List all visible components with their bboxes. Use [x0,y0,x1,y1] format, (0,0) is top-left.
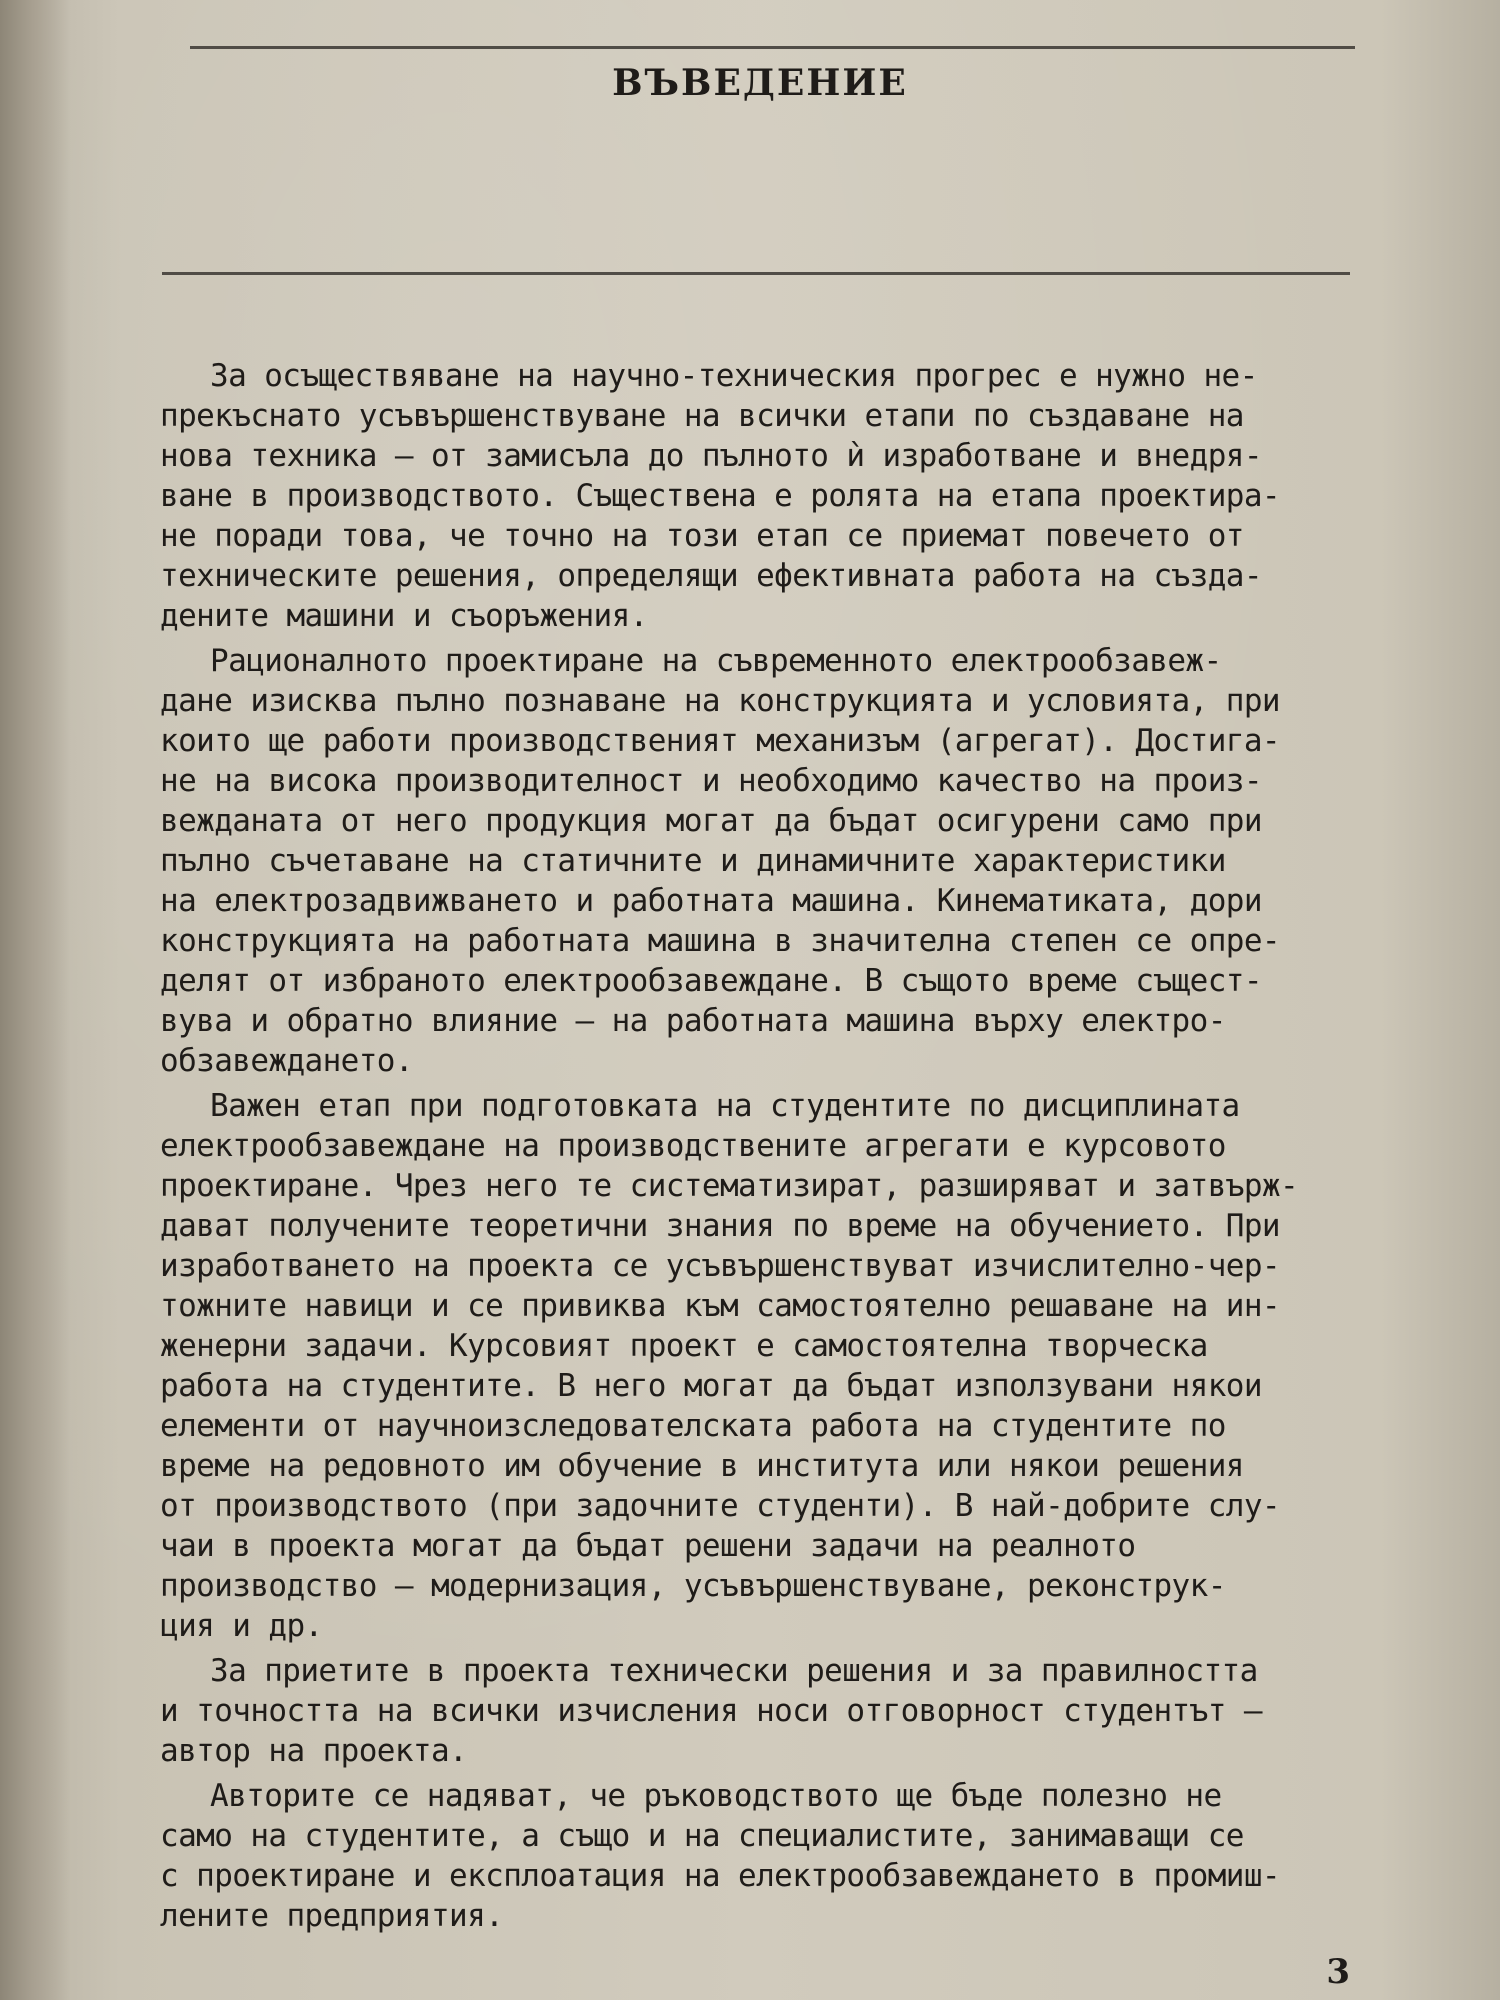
text-line: прекъснато усъвършенствуване на всички етапи по създаване на [160,398,1244,434]
text-line: само на студентите, а също и на специалистите, занимаващи се [160,1818,1244,1854]
text-line: делят от избраното електрообзавеждане. В същото време същест- [160,963,1262,999]
text-line: автор на проекта. [160,1733,468,1769]
paragraph-4 [160,1651,1350,1771]
page-title: ВЪВЕДЕНИЕ [612,62,908,104]
paragraph-2 [160,641,1350,1081]
text-line: Рационалното проектиране на съвременното електрообзавеж- [210,643,1222,679]
header-bottom-rule [162,272,1350,275]
text-line: проектиране. Чрез него те систематизират, разширяват и затвърж- [160,1168,1299,1204]
text-line: елементи от научноизследователската работа на студентите по [160,1408,1226,1444]
text-line: ция и др. [160,1608,323,1644]
text-line: дават получените теоретични знания по време на обучението. При [160,1208,1280,1244]
page-number: 3 [1326,1952,1350,1992]
text-line: техническите решения, определящи ефективната работа на създа- [160,558,1262,594]
text-line: производство — модернизация, усъвършенствуване, реконструк- [160,1568,1226,1604]
text-line: изработването на проекта се усъвършенствуват изчислително-чер- [160,1248,1280,1284]
text-line: дените машини и съоръжения. [160,598,648,634]
text-line: време на редовното им обучение в института или някои решения [160,1448,1244,1484]
body-text [160,356,1350,1941]
text-line: женерни задачи. Курсовият проект е самостоятелна творческа [160,1328,1208,1364]
text-line: с проектиране и експлоатация на електрообзавеждането в промиш- [160,1858,1280,1894]
text-line: ване в производството. Съществена е ролята на етапа проектира- [160,478,1280,514]
text-line: работа на студентите. В него могат да бъдат използувани някои [160,1368,1262,1404]
page-binding-edge [0,0,70,2000]
text-line: вува и обратно влияние — на работната машина върху електро- [160,1003,1226,1039]
text-line: Важен етап при подготовката на студентите по дисциплината [210,1088,1240,1124]
paragraph-3 [160,1086,1350,1646]
text-line: от производството (при задочните студенти). В най-добрите слу- [160,1488,1280,1524]
text-line: обзавеждането. [160,1043,413,1079]
text-line: Авторите се надяват, че ръководството ще бъде полезно не [210,1778,1222,1814]
paragraph-1 [160,356,1350,636]
text-line: не на висока производителност и необходимо качество на произ- [160,763,1262,799]
text-line: и точността на всички изчисления носи отговорност студентът — [160,1693,1262,1729]
text-line: тожните навици и се привиква към самостоятелно решаване на ин- [160,1288,1280,1324]
text-line: конструкцията на работната машина в значителна степен се опре- [160,923,1280,959]
text-line: електрообзавеждане на производствените агрегати е курсовото [160,1128,1226,1164]
text-line: За приетите в проекта технически решения и за правилността [210,1653,1258,1689]
text-line: За осъществяване на научно-техническия прогрес е нужно не- [210,358,1258,394]
paragraph-5 [160,1776,1350,1936]
text-line: лените предприятия. [160,1898,504,1934]
text-line: нова техника — от замисъла до пълното ѝ изработване и внедря- [160,438,1262,474]
text-line: не поради това, че точно на този етап се приемат повечето от [160,518,1244,554]
text-line: пълно съчетаване на статичните и динамичните характеристики [160,843,1226,879]
text-line: дане изисква пълно познаване на конструкцията и условията, при [160,683,1280,719]
top-rule [190,46,1355,49]
text-line: на електрозадвижването и работната машина. Кинематиката, дори [160,883,1262,919]
text-line: чаи в проекта могат да бъдат решени задачи на реалното [160,1528,1136,1564]
text-line: вежданата от него продукция могат да бъдат осигурени само при [160,803,1262,839]
text-line: които ще работи производственият механизъм (агрегат). Достига- [160,723,1280,759]
